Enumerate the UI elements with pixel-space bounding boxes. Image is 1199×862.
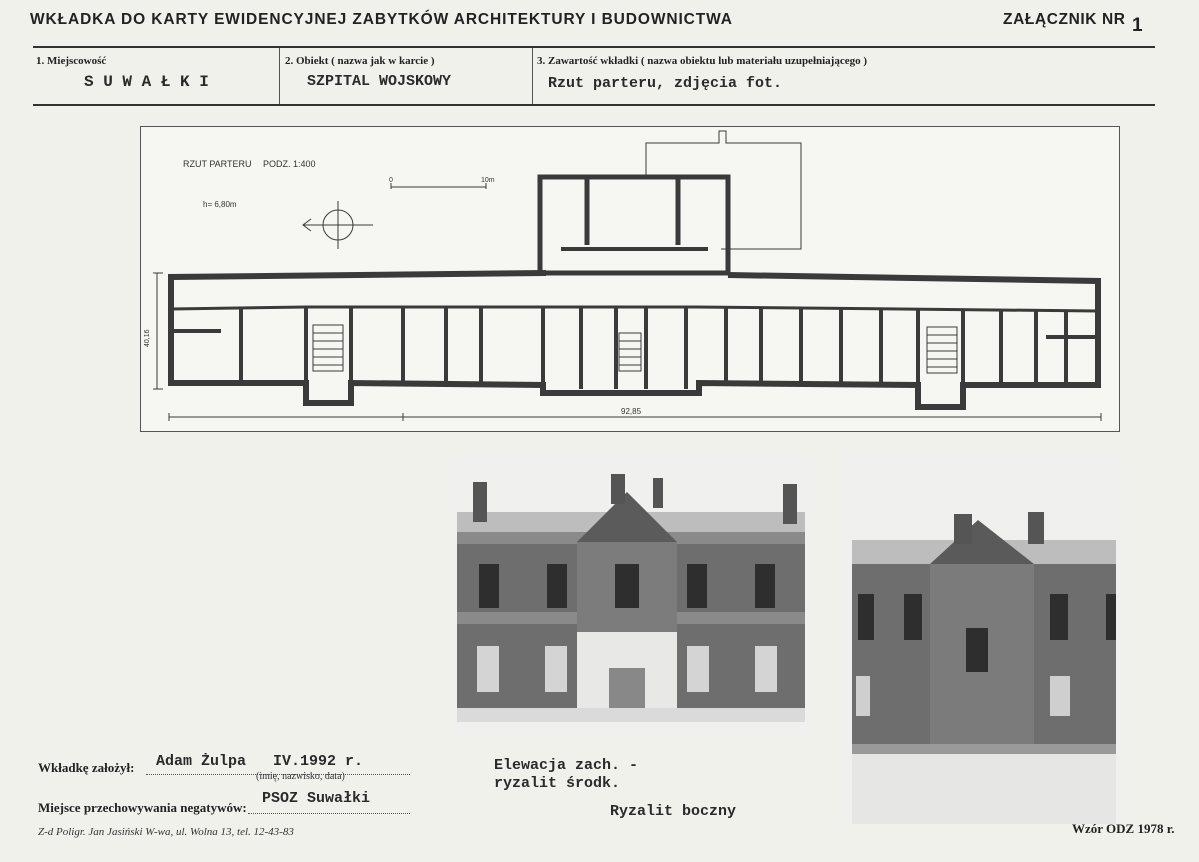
annex-label: ZAŁĄCZNIK NR bbox=[1003, 11, 1126, 28]
dim-depth: 40,16 bbox=[144, 329, 151, 347]
locality-label: 1. Miejscowość bbox=[36, 55, 107, 67]
floor-plan-drawing bbox=[141, 127, 1119, 431]
building-photo-2 bbox=[844, 452, 1122, 824]
photo-central-risalit bbox=[449, 452, 813, 736]
plan-height-note: h= 6,80m bbox=[203, 200, 237, 209]
scale-bar-end: 10m bbox=[481, 177, 495, 184]
annex-number: 1 bbox=[1132, 15, 1143, 36]
negatives-storage-value: PSOZ Suwałki bbox=[262, 790, 371, 807]
photo-caption-2: Ryzalit boczny bbox=[610, 803, 737, 820]
header-rule-bottom bbox=[33, 104, 1155, 106]
negatives-storage-label: Miejsce przechowywania negatywów: bbox=[38, 800, 247, 815]
photo-side-risalit bbox=[844, 452, 1122, 824]
created-by-hint: (imię, nazwisko, data) bbox=[256, 771, 345, 782]
field-divider-2 bbox=[532, 48, 533, 104]
form-code: Wzór ODZ 1978 r. bbox=[1072, 821, 1175, 836]
object-label: 2. Obiekt ( nazwa jak w karcie ) bbox=[285, 55, 435, 67]
form-title: WKŁADKA DO KARTY EWIDENCYJNEJ ZABYTKÓW ARCHITEKTURY I BUDOWNICTWA bbox=[30, 11, 733, 28]
locality-value: S U W A Ł K I bbox=[84, 73, 209, 91]
building-photo-1 bbox=[449, 452, 813, 736]
photo-caption-1: Elewacja zach. - ryzalit środk. bbox=[494, 757, 639, 792]
dim-width: 92,85 bbox=[621, 407, 642, 416]
created-by-label: Wkładkę założył: bbox=[38, 760, 135, 775]
header-rule-top bbox=[33, 46, 1155, 48]
field-divider-1 bbox=[279, 48, 280, 104]
object-value: SZPITAL WOJSKOWY bbox=[307, 73, 452, 90]
printer-imprint: Z-d Poligr. Jan Jasiński W-wa, ul. Wolna 13, tel. 12-43-83 bbox=[38, 826, 294, 838]
scale-bar-start: 0 bbox=[389, 177, 393, 184]
plan-title: RZUT PARTERU bbox=[183, 159, 252, 169]
floor-plan bbox=[140, 126, 1120, 432]
created-by-value: Adam Żulpa IV.1992 r. bbox=[156, 753, 364, 770]
contents-value: Rzut parteru, zdjęcia fot. bbox=[548, 75, 783, 92]
plan-scale: PODZ. 1:400 bbox=[263, 159, 316, 169]
contents-label: 3. Zawartość wkładki ( nazwa obiektu lub materiału uzupełniającego ) bbox=[537, 55, 868, 67]
